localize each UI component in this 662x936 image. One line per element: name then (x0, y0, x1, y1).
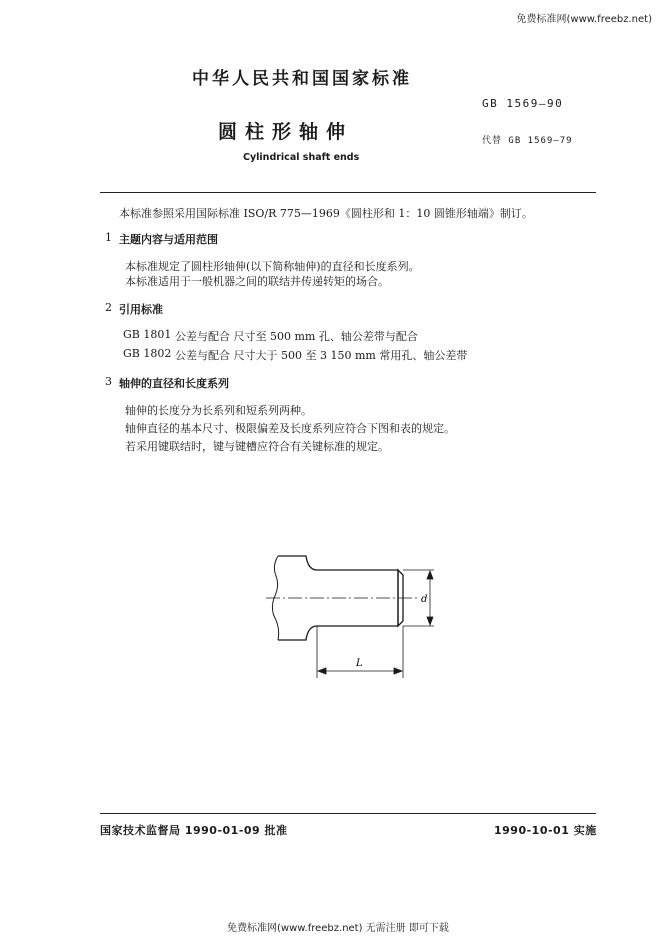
section-1-heading: 主题内容与适用范围 (119, 233, 218, 246)
section-2-heading: 引用标准 (119, 303, 163, 316)
effective-date: 1990-10-01 实施 (494, 824, 597, 837)
diameter-label: d (421, 594, 428, 605)
section-3-paragraph: 轴伸的长度分为长系列和短系列两种。 (125, 404, 312, 417)
standard-code: GB 1569—90 (482, 97, 564, 110)
length-label: L (356, 658, 363, 669)
footer-divider (100, 813, 596, 814)
approval-line: 国家技术监督局 1990-01-09 批准 (100, 824, 288, 837)
reference-code: GB 1801 (123, 328, 172, 341)
section-1-number: 1 (105, 231, 112, 244)
intro-paragraph: 本标准参照采用国际标准 ISO/R 775—1969《圆柱形和 1：10 圆锥形轴端》制订。 (119, 207, 533, 220)
english-title: Cylindrical shaft ends (243, 152, 360, 163)
header-divider (100, 192, 596, 193)
reference-title: 公差与配合 尺寸大于 500 至 3 150 mm 常用孔、轴公差带 (175, 349, 468, 362)
section-1-paragraph: 本标准适用于一般机器之间的联结并传递转矩的场合。 (125, 275, 389, 288)
section-3-number: 3 (105, 375, 112, 388)
replaces-note: 代替 GB 1569—79 (482, 136, 573, 146)
section-3-paragraph: 若采用键联结时，键与键槽应符合有关键标准的规定。 (125, 440, 389, 453)
document-title: 圆柱形轴伸 (218, 121, 354, 143)
standard-title: 中华人民共和国国家标准 (192, 69, 412, 89)
top-watermark: 免费标准网(www.freebz.net) (516, 14, 652, 25)
shaft-end-drawing (262, 552, 442, 680)
section-3-heading: 轴伸的直径和长度系列 (119, 377, 229, 390)
shaft-shoulder-bottom (278, 626, 317, 640)
section-1-paragraph: 本标准规定了圆柱形轴伸(以下简称轴伸)的直径和长度系列。 (125, 260, 420, 273)
section-2-number: 2 (105, 301, 112, 314)
reference-title: 公差与配合 尺寸至 500 mm 孔、轴公差带与配合 (175, 330, 418, 343)
bottom-watermark: 免费标准网(www.freebz.net) 无需注册 即可下载 (227, 923, 449, 934)
section-3-paragraph: 轴伸直径的基本尺寸、极限偏差及长度系列应符合下图和表的规定。 (125, 422, 455, 435)
shaft-shoulder-top (278, 556, 317, 570)
reference-code: GB 1802 (123, 347, 172, 360)
